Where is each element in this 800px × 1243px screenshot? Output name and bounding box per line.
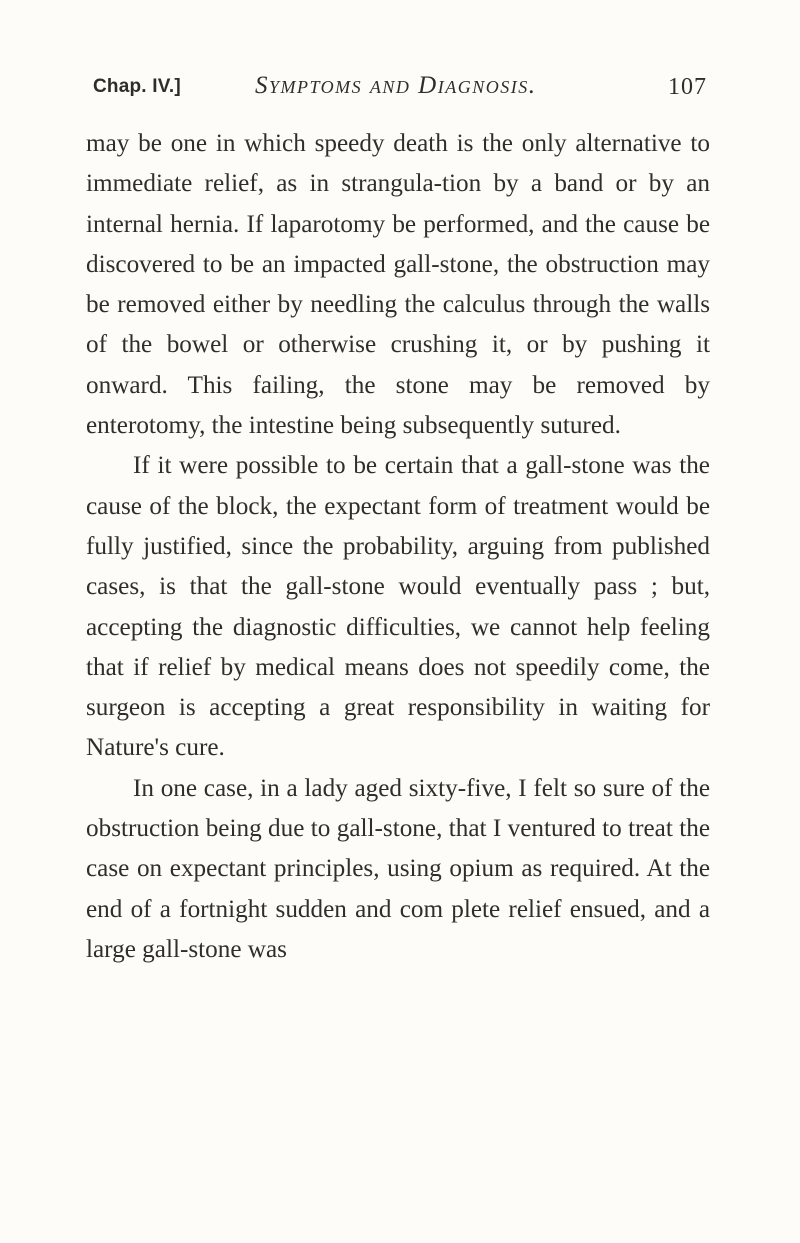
paragraph-expectant-treatment: If it were possible to be certain that a gall-stone was the cause of the block, the expectant form of treatment would be fully justified, since the probability, arguing from published cases, is that the gall-stone would eventually pass ; but, accepting the diagnostic difficulties, we cannot help feeling that if relief by medical means does not speedily come, the surgeon is accepting a great responsibility in waiting for Nature's cure. (86, 452, 710, 762)
paragraph-continuation: may be one in which speedy death is the only alternative to immediate relief, as in strangula-tion by a band or by an internal hernia. If laparotomy be performed, and the cause be discovered to be an impacted gall-stone, the obstruction may be removed either by needling the calculus through the walls of the bowel or otherwise crushing it, or by pushing it onward. This failing, the stone may be removed by enterotomy, the intestine being subsequently sutured. (86, 130, 710, 440)
running-title: Symptoms and Diagnosis. (255, 72, 537, 99)
body-text (86, 124, 710, 970)
page-number: 107 (668, 74, 707, 100)
paragraph-case-report: In one case, in a lady aged sixty-five, I felt so sure of the obstruction being due to gall-stone, that I ventured to treat the case on expectant principles, using opium as required. At the end of a fortnight sudden and com plete relief ensued, and a large gall-stone was (86, 774, 710, 963)
running-head (93, 72, 707, 104)
chapter-label: Chap. IV.] (93, 76, 181, 97)
